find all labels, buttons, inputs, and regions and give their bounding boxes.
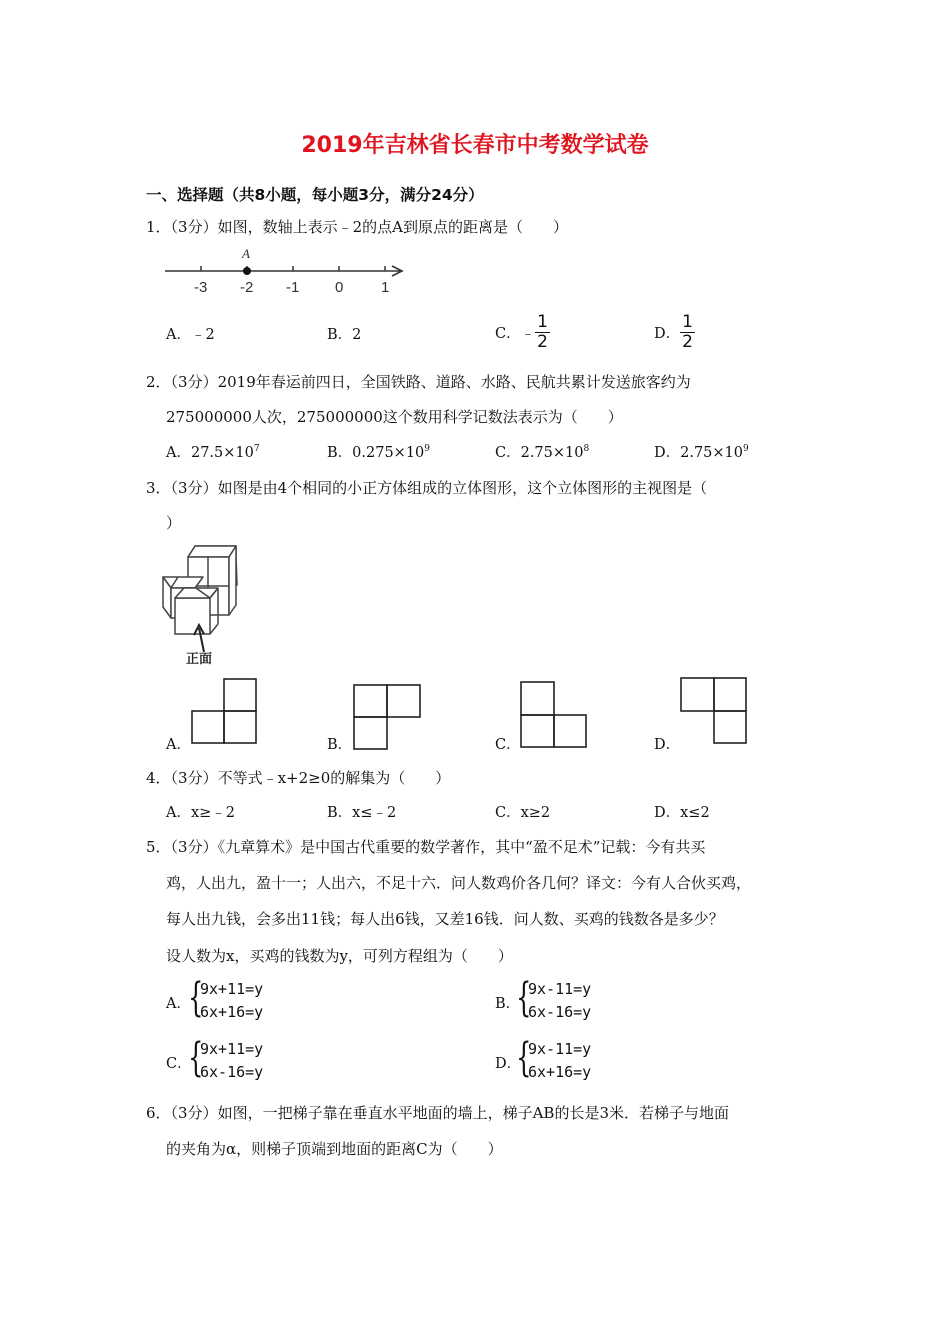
question-2-text-line2: 275000000人次，275000000这个数用科学记数法表示为（ ） [166, 408, 623, 426]
question-5-text-line1: 5．（3分）《九章算术》是中国古代重要的数学著作，其中“盈不足术”记载：今有共买 [146, 838, 706, 856]
fraction-denominator: 2 [537, 332, 548, 352]
question-3-text-line1: 3．（3分）如图是由4个相同的小正方体组成的立体图形，这个立体图形的主视图是（ [146, 479, 708, 497]
question-4-text: 4．（3分）不等式﹣x+2≥0的解集为（ ） [146, 769, 451, 787]
axis-point-label: A [242, 246, 250, 261]
option-d-prefix: D． [654, 326, 681, 342]
question-6-text-line2: 的夹角为α，则梯子顶端到地面的距离C为（ ） [166, 1140, 503, 1158]
question-1-text: 1．（3分）如图，数轴上表示﹣2的点A到原点的距离是（ ） [146, 218, 568, 236]
equation: 6x-16=y [528, 1003, 592, 1021]
option-c: C．x≥2 [495, 805, 551, 821]
fraction [680, 313, 695, 352]
option-c [495, 441, 589, 462]
option-d: D．x≤2 [654, 805, 710, 821]
equation-system-c [200, 1038, 263, 1084]
option-c-prefix: C．﹣ [495, 326, 536, 342]
page-title: 2019年吉林省长春市中考数学试卷 [301, 133, 649, 158]
equation-system-a [200, 978, 263, 1024]
cube-stack-figure [160, 540, 255, 670]
equation-system-d [528, 1038, 591, 1084]
equation: 6x+16=y [528, 1063, 592, 1081]
fraction [535, 313, 550, 352]
equation: 9x+11=y [200, 980, 264, 998]
option-d-text: D．2.75×10 [654, 445, 744, 461]
option-d-view-diagram [680, 677, 748, 745]
fraction-denominator: 2 [682, 332, 693, 352]
axis-tick-label: -1 [286, 279, 300, 296]
option-a [166, 441, 260, 462]
axis-tick-label: 0 [335, 279, 344, 296]
option-d [654, 313, 695, 352]
option-b [327, 441, 430, 462]
exponent: 8 [583, 444, 590, 455]
question-6-text-line1: 6．（3分）如图，一把梯子靠在垂直水平地面的墙上，梯子AB的长是3米．若梯子与地面 [146, 1104, 729, 1122]
option-d: D． [495, 1056, 522, 1072]
option-a-view-diagram [191, 678, 259, 746]
option-d: D． [654, 737, 681, 753]
option-a: A． [166, 996, 191, 1012]
equation: 9x+11=y [200, 1040, 264, 1058]
option-a: A．x≥﹣2 [166, 805, 236, 821]
option-a-text: A．27.5×10 [166, 445, 254, 461]
option-c [495, 313, 550, 352]
equation: 6x-16=y [200, 1063, 264, 1081]
option-b: B． [495, 996, 521, 1012]
option-b: B． [327, 737, 353, 753]
axis-tick-label: -3 [194, 279, 208, 296]
question-5-text-line4: 设人数为x，买鸡的钱数为y，可列方程组为（ ） [166, 947, 513, 965]
option-c-view-diagram [520, 681, 588, 749]
option-b-view-diagram [353, 684, 423, 750]
option-a: A．﹣2 [166, 327, 215, 343]
equation: 9x-11=y [528, 1040, 592, 1058]
question-5-text-line2: 鸡，人出九，盈十一；人出六，不足十六．问人数鸡价各几何？译文：今有人合伙买鸡， [166, 874, 752, 892]
exponent: 9 [424, 444, 431, 455]
section-heading: 一、选择题（共8小题，每小题3分，满分24分） [146, 186, 484, 204]
axis-tick-label: 1 [381, 279, 390, 296]
option-d [654, 441, 749, 462]
option-c-text: C．2.75×10 [495, 445, 584, 461]
equation-system-b [528, 978, 591, 1024]
option-c: C． [495, 737, 521, 753]
question-2-text-line1: 2．（3分）2019年春运前四日，全国铁路、道路、水路、民航共累计发送旅客约为 [146, 373, 691, 391]
option-b: B．x≤﹣2 [327, 805, 397, 821]
axis-tick-label: -2 [240, 279, 254, 296]
option-c: C． [166, 1056, 192, 1072]
equation: 9x-11=y [528, 980, 592, 998]
option-b-text: B．0.275×10 [327, 445, 425, 461]
brace-icon: { [516, 975, 532, 1021]
front-label: 正面 [186, 652, 213, 667]
option-a: A． [166, 737, 191, 753]
number-line-figure [160, 244, 410, 296]
option-b: B．2 [327, 327, 362, 343]
question-3-text-line2: ） [166, 514, 182, 532]
brace-icon: { [188, 1035, 204, 1081]
fraction-numerator: 1 [682, 312, 693, 332]
exponent: 9 [743, 444, 749, 455]
brace-icon: { [516, 1035, 532, 1081]
brace-icon: { [188, 975, 204, 1021]
fraction-numerator: 1 [537, 312, 548, 332]
question-5-text-line3: 每人出九钱，会多出11钱；每人出6钱，又差16钱．问人数、买鸡的钱数各是多少？ [166, 910, 724, 928]
exponent: 7 [253, 444, 260, 455]
equation: 6x+16=y [200, 1003, 264, 1021]
